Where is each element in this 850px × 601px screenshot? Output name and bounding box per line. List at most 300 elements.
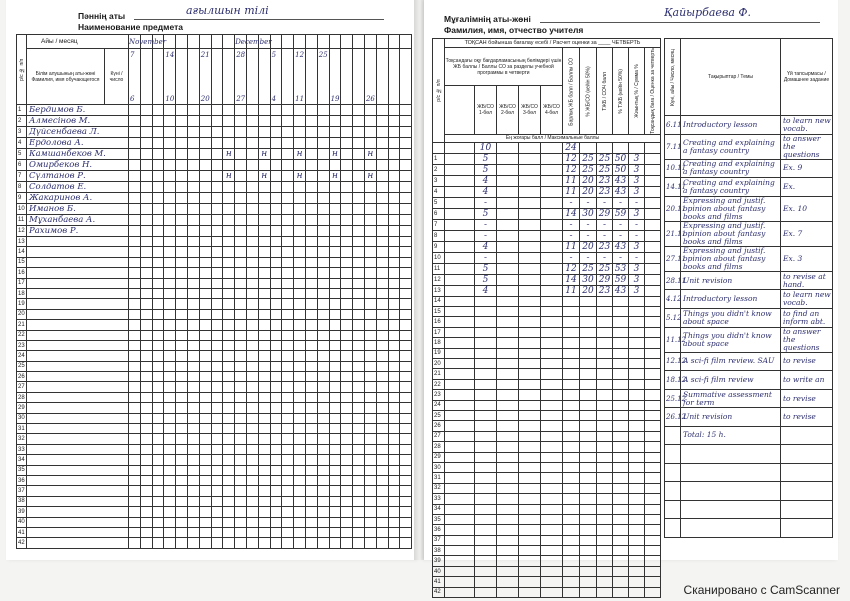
attendance-cell[interactable] [246,268,258,278]
attendance-cell[interactable] [152,517,164,527]
attendance-cell[interactable] [140,105,152,116]
attendance-cell[interactable] [246,403,258,413]
score-cell[interactable] [629,369,645,379]
attendance-cell[interactable] [211,465,223,475]
attendance-cell[interactable] [388,444,400,454]
attendance-cell[interactable] [164,330,176,340]
attendance-cell[interactable] [140,204,152,215]
attendance-cell[interactable] [317,455,329,465]
attendance-cell[interactable] [305,382,317,392]
attendance-cell[interactable] [294,160,306,171]
attendance-cell[interactable] [353,204,365,215]
attendance-cell[interactable] [353,116,365,127]
attendance-cell[interactable] [211,424,223,434]
attendance-cell[interactable] [258,372,270,382]
attendance-cell[interactable] [329,455,341,465]
attendance-cell[interactable] [211,268,223,278]
attendance-cell[interactable] [282,268,294,278]
score-cell[interactable] [629,421,645,431]
attendance-cell[interactable] [211,507,223,517]
blank-cell[interactable] [665,463,681,482]
attendance-cell[interactable] [341,226,353,237]
topic-text[interactable]: Unit revision [681,271,781,290]
attendance-cell[interactable] [388,538,400,548]
attendance-cell[interactable] [258,257,270,267]
attendance-cell[interactable] [294,517,306,527]
attendance-cell[interactable] [400,340,412,350]
attendance-cell[interactable] [235,465,247,475]
attendance-cell[interactable] [364,486,376,496]
score-cell[interactable]: - [613,230,629,241]
score-cell[interactable] [497,577,519,587]
attendance-cell[interactable] [140,278,152,288]
attendance-cell[interactable] [400,361,412,371]
attendance-cell[interactable] [188,149,200,160]
attendance-cell[interactable] [235,486,247,496]
attendance-cell[interactable] [388,507,400,517]
attendance-cell[interactable] [164,288,176,298]
attendance-cell[interactable] [164,351,176,361]
score-cell[interactable] [497,546,519,556]
attendance-cell[interactable] [188,507,200,517]
attendance-cell[interactable] [211,413,223,423]
score-cell[interactable] [629,525,645,535]
attendance-cell[interactable] [270,392,282,402]
attendance-cell[interactable] [152,226,164,237]
attendance-cell[interactable] [199,149,211,160]
score-cell[interactable] [541,514,563,524]
attendance-cell[interactable] [199,105,211,116]
attendance-cell[interactable] [364,215,376,226]
attendance-cell[interactable] [246,215,258,226]
score-cell[interactable] [497,473,519,483]
score-cell[interactable] [629,473,645,483]
attendance-cell[interactable] [329,309,341,319]
attendance-cell[interactable] [329,465,341,475]
attendance-cell[interactable] [294,507,306,517]
attendance-cell[interactable] [317,486,329,496]
attendance-cell[interactable] [258,444,270,454]
attendance-cell[interactable] [152,455,164,465]
attendance-cell[interactable] [294,527,306,537]
attendance-cell[interactable] [164,413,176,423]
attendance-cell[interactable] [400,455,412,465]
score-cell[interactable] [475,462,497,472]
attendance-cell[interactable] [223,330,235,340]
attendance-cell[interactable] [400,496,412,506]
score-cell[interactable] [629,390,645,400]
attendance-cell[interactable] [353,538,365,548]
score-cell[interactable] [541,452,563,462]
attendance-cell[interactable] [129,309,141,319]
score-cell[interactable] [629,535,645,545]
attendance-cell[interactable] [317,424,329,434]
score-cell[interactable] [497,390,519,400]
attendance-cell[interactable] [317,413,329,423]
attendance-cell[interactable] [388,299,400,309]
attendance-cell[interactable] [294,299,306,309]
score-cell[interactable] [497,359,519,369]
attendance-cell[interactable] [282,226,294,237]
attendance-cell[interactable] [305,496,317,506]
attendance-cell[interactable] [317,351,329,361]
attendance-cell[interactable] [129,278,141,288]
attendance-cell[interactable] [305,455,317,465]
attendance-cell[interactable] [246,127,258,138]
attendance-cell[interactable] [305,138,317,149]
attendance-cell[interactable] [176,434,188,444]
student-name[interactable] [27,257,129,267]
attendance-cell[interactable] [164,226,176,237]
attendance-cell[interactable] [246,138,258,149]
attendance-cell[interactable] [341,257,353,267]
student-name[interactable] [27,507,129,517]
homework-text[interactable]: to revise [781,408,833,427]
score-cell[interactable] [597,494,613,504]
attendance-cell[interactable] [223,278,235,288]
attendance-cell[interactable] [329,340,341,350]
attendance-cell[interactable] [305,299,317,309]
attendance-cell[interactable] [235,127,247,138]
score-cell[interactable] [519,348,541,358]
attendance-cell[interactable] [388,288,400,298]
attendance-cell[interactable] [282,149,294,160]
attendance-cell[interactable] [199,465,211,475]
score-cell[interactable] [541,473,563,483]
score-cell[interactable] [563,421,580,431]
attendance-cell[interactable] [199,116,211,127]
attendance-cell[interactable] [176,392,188,402]
score-cell[interactable] [580,296,597,306]
attendance-cell[interactable] [152,215,164,226]
attendance-cell[interactable] [353,171,365,182]
attendance-cell[interactable] [341,105,353,116]
attendance-cell[interactable] [270,288,282,298]
attendance-cell[interactable] [353,288,365,298]
attendance-cell[interactable] [199,320,211,330]
score-cell[interactable] [541,577,563,587]
attendance-cell[interactable] [305,413,317,423]
attendance-cell[interactable] [246,486,258,496]
homework-text[interactable]: to find an inform abt. [781,308,833,327]
score-cell[interactable] [563,514,580,524]
attendance-cell[interactable] [164,517,176,527]
attendance-cell[interactable] [211,138,223,149]
attendance-cell[interactable] [211,247,223,257]
score-cell[interactable]: 3 [629,153,645,164]
attendance-cell[interactable] [164,392,176,402]
attendance-cell[interactable] [164,496,176,506]
attendance-cell[interactable] [188,486,200,496]
score-cell[interactable] [541,164,563,175]
attendance-cell[interactable] [317,465,329,475]
attendance-cell[interactable] [258,403,270,413]
attendance-cell[interactable] [140,257,152,267]
attendance-cell[interactable] [341,215,353,226]
score-cell[interactable] [563,307,580,317]
homework-text[interactable]: to revise [781,352,833,371]
score-cell[interactable] [541,153,563,164]
attendance-cell[interactable] [211,351,223,361]
attendance-cell[interactable] [152,538,164,548]
attendance-cell[interactable] [400,160,412,171]
attendance-cell[interactable] [223,226,235,237]
attendance-cell[interactable] [270,507,282,517]
attendance-cell[interactable]: н [294,171,306,182]
topic-text[interactable]: Summative assessment for term [681,389,781,408]
attendance-cell[interactable] [129,160,141,171]
attendance-cell[interactable] [341,507,353,517]
score-cell[interactable]: - [597,252,613,263]
score-cell[interactable]: - [613,219,629,230]
attendance-cell[interactable] [270,171,282,182]
attendance-cell[interactable] [235,382,247,392]
score-cell[interactable] [597,327,613,337]
attendance-cell[interactable] [376,247,388,257]
score-cell[interactable] [497,153,519,164]
attendance-cell[interactable] [341,517,353,527]
attendance-cell[interactable] [152,138,164,149]
topic-text[interactable]: Introductory lesson [681,290,781,309]
attendance-cell[interactable] [388,496,400,506]
attendance-cell[interactable] [282,403,294,413]
score-cell[interactable] [580,421,597,431]
attendance-cell[interactable] [235,204,247,215]
attendance-cell[interactable] [294,288,306,298]
score-cell[interactable]: - [597,219,613,230]
score-cell[interactable] [563,535,580,545]
attendance-cell[interactable] [376,455,388,465]
attendance-cell[interactable] [305,330,317,340]
attendance-cell[interactable] [376,257,388,267]
attendance-cell[interactable] [235,226,247,237]
attendance-cell[interactable] [246,226,258,237]
attendance-cell[interactable] [258,215,270,226]
attendance-cell[interactable] [317,475,329,485]
student-name[interactable] [27,372,129,382]
score-cell[interactable] [519,587,541,597]
attendance-cell[interactable] [176,496,188,506]
attendance-cell[interactable] [140,247,152,257]
attendance-cell[interactable] [376,538,388,548]
attendance-cell[interactable] [129,517,141,527]
attendance-cell[interactable] [294,182,306,193]
attendance-cell[interactable] [152,330,164,340]
attendance-cell[interactable] [305,160,317,171]
attendance-cell[interactable] [176,320,188,330]
score-cell[interactable] [563,525,580,535]
attendance-cell[interactable] [140,127,152,138]
score-cell[interactable] [541,219,563,230]
attendance-cell[interactable] [188,116,200,127]
attendance-cell[interactable] [329,138,341,149]
attendance-cell[interactable] [329,496,341,506]
attendance-cell[interactable] [282,309,294,319]
attendance-cell[interactable] [258,237,270,247]
attendance-cell[interactable] [258,517,270,527]
attendance-cell[interactable] [329,424,341,434]
attendance-cell[interactable] [140,171,152,182]
attendance-cell[interactable] [270,138,282,149]
attendance-cell[interactable] [317,288,329,298]
attendance-cell[interactable] [305,475,317,485]
attendance-cell[interactable] [353,382,365,392]
attendance-cell[interactable] [140,517,152,527]
score-cell[interactable] [519,504,541,514]
attendance-cell[interactable] [235,257,247,267]
score-cell[interactable] [629,348,645,358]
score-cell[interactable]: - [563,197,580,208]
attendance-cell[interactable] [353,527,365,537]
attendance-cell[interactable] [400,486,412,496]
attendance-cell[interactable] [223,215,235,226]
attendance-cell[interactable] [140,403,152,413]
attendance-cell[interactable] [341,237,353,247]
attendance-cell[interactable] [364,105,376,116]
attendance-cell[interactable] [176,204,188,215]
attendance-cell[interactable] [329,193,341,204]
attendance-cell[interactable] [388,351,400,361]
attendance-cell[interactable] [294,444,306,454]
attendance-cell[interactable] [258,455,270,465]
attendance-cell[interactable] [223,237,235,247]
attendance-cell[interactable] [235,424,247,434]
attendance-cell[interactable] [199,193,211,204]
attendance-cell[interactable] [235,268,247,278]
attendance-cell[interactable] [353,465,365,475]
student-name[interactable] [27,538,129,548]
attendance-cell[interactable] [152,424,164,434]
attendance-cell[interactable] [305,237,317,247]
attendance-cell[interactable] [211,320,223,330]
score-cell[interactable] [475,452,497,462]
attendance-cell[interactable] [176,455,188,465]
score-cell[interactable] [519,317,541,327]
attendance-cell[interactable] [211,538,223,548]
attendance-cell[interactable] [129,475,141,485]
score-cell[interactable] [541,285,563,296]
attendance-cell[interactable] [329,160,341,171]
score-cell[interactable]: 3 [629,263,645,274]
attendance-cell[interactable] [270,182,282,193]
attendance-cell[interactable] [164,455,176,465]
attendance-cell[interactable] [294,392,306,402]
attendance-cell[interactable] [282,138,294,149]
attendance-cell[interactable] [388,160,400,171]
score-cell[interactable]: 23 [597,285,613,296]
attendance-cell[interactable] [199,171,211,182]
score-cell[interactable] [541,494,563,504]
attendance-cell[interactable] [376,496,388,506]
attendance-cell[interactable] [129,361,141,371]
attendance-cell[interactable] [176,116,188,127]
attendance-cell[interactable] [294,475,306,485]
attendance-cell[interactable] [258,204,270,215]
attendance-cell[interactable] [140,351,152,361]
score-cell[interactable] [580,473,597,483]
attendance-cell[interactable] [176,257,188,267]
attendance-cell[interactable] [223,105,235,116]
attendance-cell[interactable] [176,215,188,226]
score-cell[interactable]: - [563,219,580,230]
student-name[interactable]: Омирбеков Н. [27,160,129,171]
score-cell[interactable] [597,421,613,431]
attendance-cell[interactable] [129,382,141,392]
attendance-cell[interactable] [282,171,294,182]
attendance-cell[interactable] [246,507,258,517]
attendance-cell[interactable] [164,486,176,496]
attendance-cell[interactable] [317,127,329,138]
attendance-cell[interactable] [270,361,282,371]
attendance-cell[interactable] [223,288,235,298]
attendance-cell[interactable] [129,171,141,182]
attendance-cell[interactable] [258,392,270,402]
attendance-cell[interactable] [317,444,329,454]
score-cell[interactable]: 3 [629,274,645,285]
attendance-cell[interactable] [199,496,211,506]
attendance-cell[interactable] [400,507,412,517]
attendance-cell[interactable] [235,193,247,204]
attendance-cell[interactable] [305,149,317,160]
attendance-cell[interactable] [282,330,294,340]
attendance-cell[interactable] [317,330,329,340]
score-cell[interactable]: 5 [475,208,497,219]
attendance-cell[interactable] [176,237,188,247]
attendance-cell[interactable] [211,182,223,193]
topic-text[interactable]: Things you didn't know about space [681,308,781,327]
attendance-cell[interactable] [258,527,270,537]
score-cell[interactable] [541,175,563,186]
score-cell[interactable] [497,514,519,524]
attendance-cell[interactable] [129,351,141,361]
attendance-cell[interactable]: н [294,149,306,160]
attendance-cell[interactable] [199,299,211,309]
score-cell[interactable]: 3 [629,208,645,219]
attendance-cell[interactable] [188,299,200,309]
attendance-cell[interactable] [341,247,353,257]
score-cell[interactable]: 11 [563,186,580,197]
attendance-cell[interactable] [294,309,306,319]
score-cell[interactable]: 11 [563,285,580,296]
attendance-cell[interactable] [188,105,200,116]
attendance-cell[interactable] [388,105,400,116]
attendance-cell[interactable] [199,527,211,537]
attendance-cell[interactable] [270,257,282,267]
attendance-cell[interactable] [364,309,376,319]
attendance-cell[interactable] [246,237,258,247]
attendance-cell[interactable] [246,299,258,309]
attendance-cell[interactable] [329,538,341,548]
attendance-cell[interactable] [152,496,164,506]
score-cell[interactable] [629,494,645,504]
attendance-cell[interactable] [246,278,258,288]
attendance-cell[interactable] [305,320,317,330]
attendance-cell[interactable] [388,455,400,465]
attendance-cell[interactable] [164,361,176,371]
student-name[interactable] [27,340,129,350]
attendance-cell[interactable] [400,444,412,454]
attendance-cell[interactable] [223,486,235,496]
attendance-cell[interactable] [164,116,176,127]
score-cell[interactable] [580,390,597,400]
attendance-cell[interactable] [364,299,376,309]
attendance-cell[interactable] [317,507,329,517]
attendance-cell[interactable] [176,226,188,237]
score-cell[interactable] [519,252,541,263]
attendance-cell[interactable] [376,278,388,288]
attendance-cell[interactable] [164,257,176,267]
attendance-cell[interactable] [258,320,270,330]
